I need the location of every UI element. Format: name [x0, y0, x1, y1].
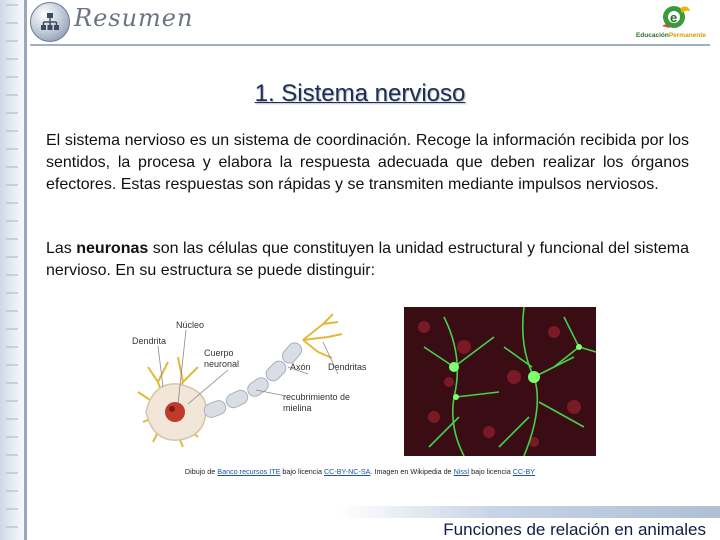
- neuron-diagram: [128, 312, 388, 462]
- label-mielina: mielina: [283, 403, 312, 413]
- label-cuerpo: Cuerpo: [204, 348, 234, 358]
- educacion-permanente-logo: [630, 2, 712, 42]
- credit-link-banco[interactable]: Banco recursos ITE: [217, 467, 281, 476]
- label-axon: Axón: [290, 362, 311, 372]
- bold-term: neuronas: [76, 240, 149, 257]
- edu-logo-icon: [630, 2, 712, 32]
- brand-title: Resumen: [74, 4, 194, 32]
- header-divider: [30, 44, 710, 46]
- page-title: 1. Sistema nervioso: [254, 80, 466, 107]
- credit-link-cc-by[interactable]: CC-BY: [512, 467, 536, 476]
- edu-logo-text: EducaciónPermanente: [635, 32, 707, 39]
- footer-swoosh: [340, 506, 720, 518]
- label-dendrita: Dendrita: [132, 336, 167, 346]
- sitemap-icon: [30, 2, 70, 42]
- paragraph-intro: El sistema nervioso es un sistema de coordinación. Recoge la información recibida por los sentidos, la procesa y elabora la respuesta adecuada que deben realizar los órganos efectores. Estas respuestas son rápidas y se transmiten mediante impulsos nerviosos.: [46, 132, 689, 193]
- label-dendritas: Dendritas: [328, 362, 367, 372]
- label-recubrimiento: recubrimiento de: [283, 392, 351, 402]
- label-nucleo: Núcleo: [176, 320, 205, 330]
- label-neuronal: neuronal: [204, 359, 240, 369]
- credit-link-nissl[interactable]: Nissl: [453, 467, 470, 476]
- micrograph-drawing: [404, 307, 596, 456]
- footer-title: Funciones de relación en animales: [443, 520, 706, 539]
- svg-text:e: e: [670, 10, 678, 25]
- credit-link-cc-by-nc-sa[interactable]: CC-BY-NC-SA: [323, 467, 371, 476]
- paragraph-neuronas: Las neuronas son las células que constituyen la unidad estructural y funcional del sistema nervioso. En su estructura se puede distinguir:: [46, 240, 690, 279]
- neuron-micrograph-image: [404, 307, 596, 456]
- image-credit: Dibujo de Banco recursos ITE bajo licencia CC-BY-NC-SA. Imagen en Wikipedia de Nissl bajo licencia CC-BY: [184, 467, 536, 476]
